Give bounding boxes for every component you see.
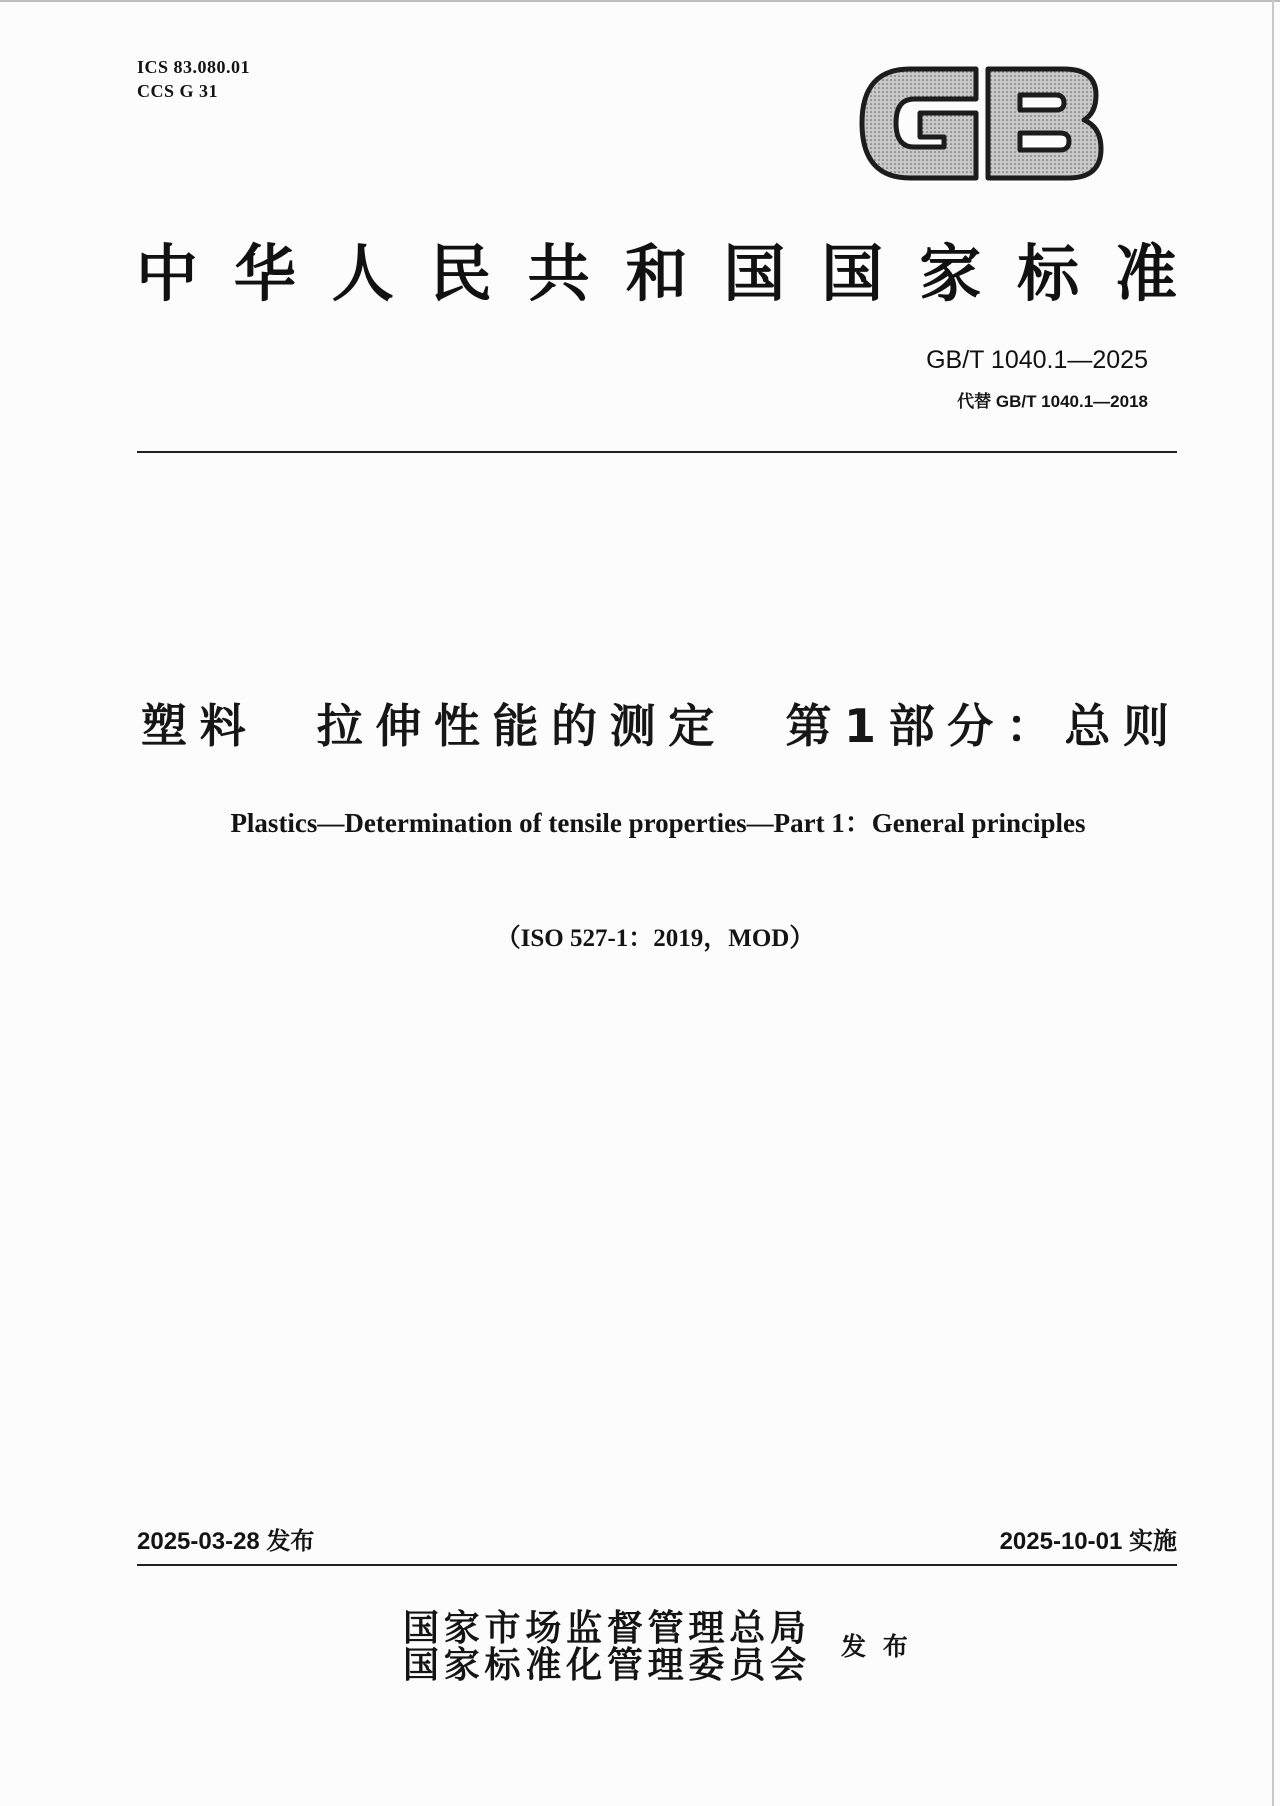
ccs-code: CCS G 31 [137,81,219,101]
gb-logo [858,63,1106,184]
national-standard-heading: 中华人民共和国国家标准 [136,237,1177,310]
issuer-samr: 国家市场监督管理总局 [403,1607,806,1649]
gb-logo-b-letter [988,69,1101,178]
footer-divider [137,1564,1177,1566]
implementation-date: 2025-10-01 实施 [999,1528,1177,1555]
standard-number: GB/T 1040.1—2025 [926,346,1148,374]
header-divider [137,451,1177,453]
issue-action-label: 发 布 [841,1632,912,1661]
replaced-standard: 代替 GB/T 1040.1—2018 [957,392,1148,411]
document-title-zh: 塑料 拉伸性能的测定 第1部分：总则 [141,699,1169,753]
document-title-en: Plastics—Determination of tensile properties—Part 1：General principles [230,808,1086,838]
issuer-sac: 国家标准化管理委员会 [403,1644,806,1686]
scan-edge-top [0,0,1280,2]
gb-logo-g-letter [862,69,976,178]
issue-date: 2025-03-28 发布 [137,1528,315,1555]
scan-edge-right [1272,0,1274,1806]
iso-adoption-note: （ISO 527-1：2019，MOD） [495,925,815,952]
ics-code: ICS 83.080.01 [137,57,251,77]
